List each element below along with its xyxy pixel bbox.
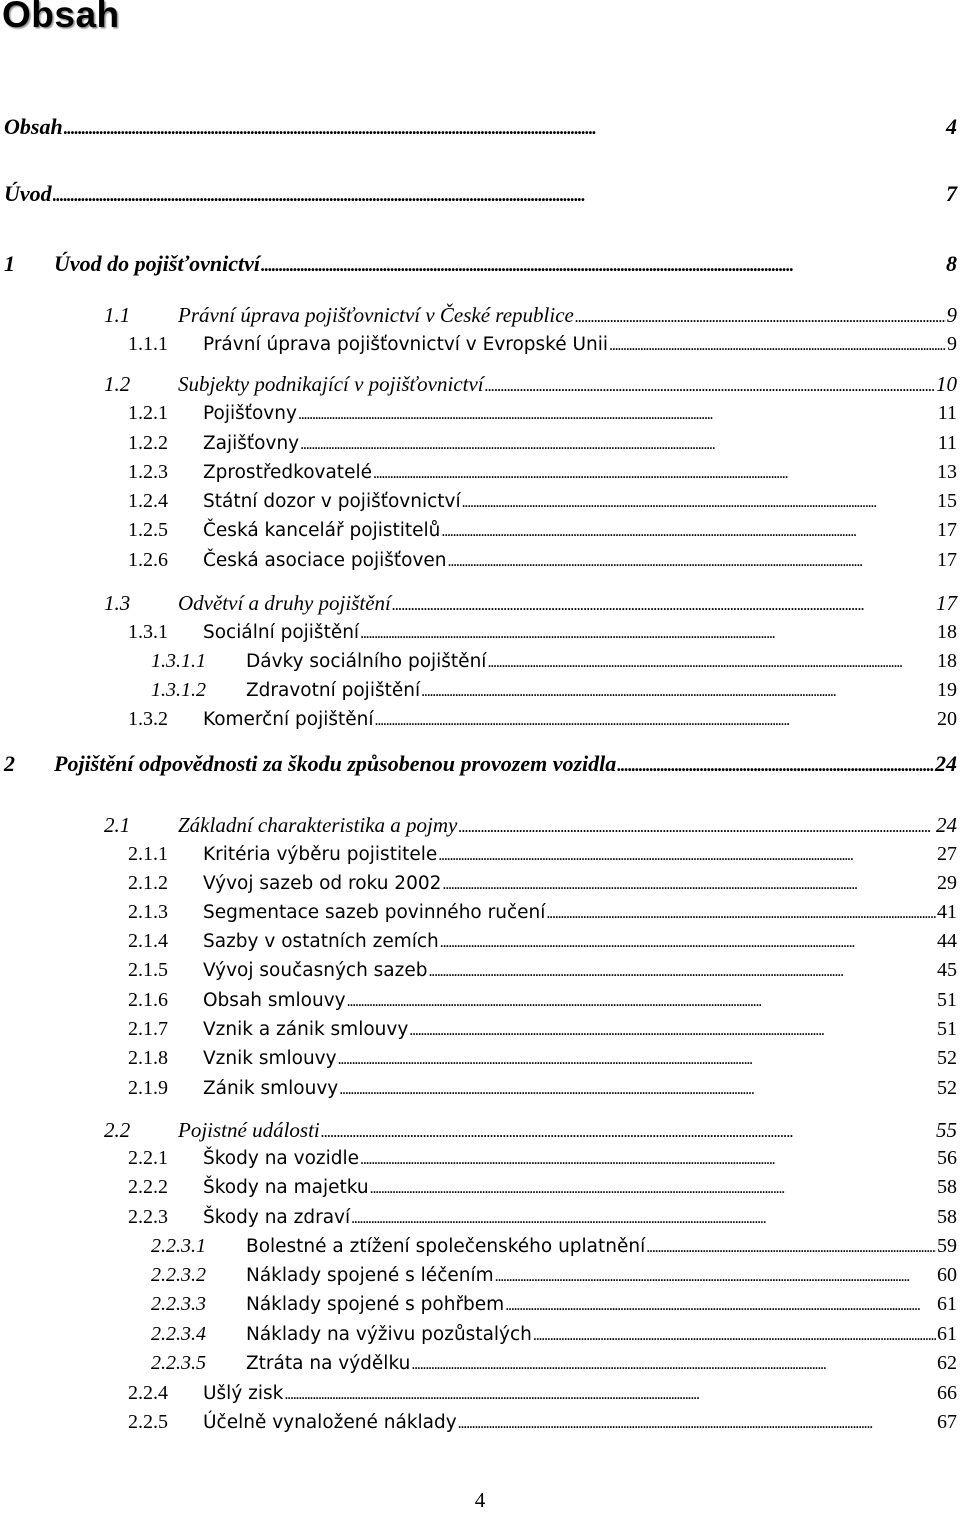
toc-entry-page: 60 <box>937 1264 957 1286</box>
toc-entry-page: 17 <box>936 591 957 615</box>
toc-entry-page: 24 <box>936 813 957 837</box>
toc-entry-title: Škody na vozidle <box>203 1148 360 1169</box>
dot-leader <box>533 1323 936 1342</box>
toc-entry-title: Obsah smlouvy <box>203 990 346 1011</box>
toc-entry[interactable] <box>151 679 957 702</box>
toc-entry-number: 1.1 <box>104 303 131 327</box>
toc-entry-page: 10 <box>936 372 957 396</box>
toc-entry-number: 2.2.3.3 <box>151 1293 206 1315</box>
toc-entry-title: Subjekty podnikající v pojišťovnictví <box>178 372 484 396</box>
dot-leader <box>300 432 937 451</box>
toc-entry-title: Pojistné události <box>178 1118 320 1142</box>
toc-entry-page: 67 <box>937 1411 957 1433</box>
toc-entry-page: 56 <box>937 1147 957 1169</box>
toc-entry-page: 52 <box>937 1077 957 1099</box>
dot-leader <box>487 650 936 669</box>
toc-entry[interactable] <box>128 843 957 866</box>
toc-entry[interactable] <box>128 989 957 1012</box>
toc-entry[interactable] <box>128 1147 957 1170</box>
dot-leader <box>440 930 936 949</box>
toc-entry-page: 15 <box>937 490 957 512</box>
dot-leader <box>421 679 936 698</box>
toc-entry-page: 24 <box>935 751 957 776</box>
toc-entry[interactable] <box>128 490 957 513</box>
toc-entry[interactable] <box>104 813 957 838</box>
dot-leader <box>617 751 934 772</box>
toc-entry[interactable] <box>128 872 957 895</box>
toc-entry-title: Právní úprava pojišťovnictví v České republice <box>178 303 574 327</box>
dot-leader <box>428 959 936 978</box>
toc-entry[interactable] <box>128 901 957 924</box>
toc-entry[interactable] <box>151 1235 957 1258</box>
toc-entry-page: 62 <box>937 1352 957 1374</box>
toc-entry-number: 1.2.5 <box>128 519 168 541</box>
dot-leader <box>284 1382 936 1401</box>
toc-entry-number: 2.2.3.2 <box>151 1264 206 1286</box>
toc-entry[interactable] <box>4 751 957 777</box>
toc-entry-number: 1.3.1 <box>128 621 168 643</box>
toc-entry-number: 2.2.1 <box>128 1147 168 1169</box>
toc-entry-title: Vznik a zánik smlouvy <box>203 1019 409 1040</box>
dot-leader <box>392 591 935 611</box>
toc-entry-number: 1.2.6 <box>128 549 168 571</box>
dot-leader <box>370 1176 936 1195</box>
toc-entry-page: 20 <box>937 708 957 730</box>
toc-entry-title: Náklady na výživu pozůstalých <box>246 1324 532 1345</box>
toc-entry[interactable] <box>151 1323 957 1346</box>
toc-entry-number: 2.1.7 <box>128 1018 168 1040</box>
toc-entry-page: 51 <box>937 989 957 1011</box>
toc-entry-title: Zánik smlouvy <box>203 1078 339 1099</box>
dot-leader <box>373 461 936 480</box>
toc-entry-title: Vývoj sazeb od roku 2002 <box>203 873 442 894</box>
toc-entry-number: 1.1.1 <box>128 333 168 355</box>
toc-entry-number: 1.2.3 <box>128 461 168 483</box>
toc-entry-title: Dávky sociálního pojištění <box>246 651 487 672</box>
toc-entry-number: 2.2.4 <box>128 1382 168 1404</box>
toc-entry-number: 2.1.4 <box>128 930 168 952</box>
toc-entry-page: 7 <box>946 181 957 206</box>
toc-entry[interactable] <box>4 251 957 277</box>
toc-entry-number: 2.2.3.5 <box>151 1352 206 1374</box>
dot-leader <box>347 989 936 1008</box>
page-title: Obsah <box>2 0 120 35</box>
toc-entry-title: Komerční pojištění <box>203 709 374 730</box>
toc-entry[interactable] <box>4 114 957 140</box>
dot-leader <box>321 1118 935 1138</box>
toc-entry-title: Právní úprava pojišťovnictví v Evropské Unii <box>203 334 609 355</box>
toc-entry-number: 2 <box>4 751 15 776</box>
toc-entry-title: Škody na zdraví <box>203 1207 351 1228</box>
toc-entry[interactable] <box>128 1206 957 1229</box>
dot-leader <box>438 843 936 862</box>
toc-entry-page: 17 <box>937 519 957 541</box>
toc-entry-title: Kritéria výběru pojistitele <box>203 844 438 865</box>
toc-entry[interactable] <box>151 1293 957 1316</box>
toc-entry-title: Náklady spojené s pohřbem <box>246 1294 505 1315</box>
toc-entry[interactable] <box>128 1382 957 1405</box>
toc-entry[interactable] <box>128 1176 957 1199</box>
dot-leader <box>609 333 946 352</box>
toc-entry-number: 2.1.5 <box>128 959 168 981</box>
toc-entry-number: 1.2 <box>104 372 131 396</box>
toc-entry-number: 2.2.3 <box>128 1206 168 1228</box>
toc-entry[interactable] <box>128 432 957 455</box>
toc-entry[interactable] <box>128 1411 957 1434</box>
dot-leader <box>360 1147 936 1166</box>
toc-entry-title: Sociální pojištění <box>203 622 360 643</box>
toc-entry-number: 2.2 <box>104 1118 131 1142</box>
toc-entry[interactable] <box>104 372 957 397</box>
toc-entry-title: Bolestné a ztížení společenského uplatnění <box>246 1236 646 1257</box>
dot-leader <box>485 372 935 392</box>
toc-entry-page: 61 <box>937 1293 957 1315</box>
toc-entry-number: 1.2.4 <box>128 490 168 512</box>
toc-entry[interactable] <box>128 708 957 731</box>
toc-entry[interactable] <box>151 650 957 673</box>
dot-leader <box>53 181 945 202</box>
toc-entry-title: Zprostředkovatelé <box>203 462 372 483</box>
toc-entry-title: Vznik smlouvy <box>203 1048 337 1069</box>
dot-leader <box>441 519 936 538</box>
toc-entry-page: 18 <box>937 621 957 643</box>
toc-entry-page: 44 <box>937 930 957 952</box>
dot-leader <box>411 1352 936 1371</box>
toc-entry[interactable] <box>4 181 957 207</box>
dot-leader <box>298 402 937 421</box>
toc-entry-title: Vývoj současných sazeb <box>203 960 428 981</box>
toc-entry-title: Segmentace sazeb povinného ručení <box>203 902 546 923</box>
dot-leader <box>505 1293 936 1312</box>
toc-entry-number: 2.2.3.4 <box>151 1323 206 1345</box>
toc-entry-page: 18 <box>937 650 957 672</box>
toc-entry[interactable] <box>128 461 957 484</box>
toc-entry-title: Ušlý zisk <box>203 1383 284 1404</box>
toc-entry[interactable] <box>128 402 957 425</box>
dot-leader <box>375 708 936 727</box>
toc-entry-number: 1.3.2 <box>128 708 168 730</box>
toc-entry-number: 1.3.1.2 <box>151 679 206 701</box>
toc-entry-page: 27 <box>937 843 957 865</box>
toc-entry-page: 8 <box>946 251 957 276</box>
toc-entry-number: 2.1.2 <box>128 872 168 894</box>
toc-entry-number: 1.2.2 <box>128 432 168 454</box>
toc-entry-number: 1.3 <box>104 591 131 615</box>
toc-entry[interactable] <box>128 1077 957 1100</box>
dot-leader <box>462 490 936 509</box>
toc-entry-title: Základní charakteristika a pojmy <box>178 813 458 837</box>
toc-entry-title: Obsah <box>4 114 63 139</box>
toc-entry-number: 2.2.5 <box>128 1411 168 1433</box>
toc-entry-title: Úvod do pojišťovnictví <box>54 251 260 276</box>
toc-entry-page: 9 <box>947 333 957 355</box>
toc-entry-page: 29 <box>937 872 957 894</box>
dot-leader <box>546 901 936 920</box>
toc-entry[interactable] <box>128 621 957 644</box>
toc-entry-title: Náklady spojené s léčením <box>246 1265 494 1286</box>
toc-entry-title: Ztráta na výdělku <box>246 1353 411 1374</box>
toc-entry-page: 59 <box>937 1235 957 1257</box>
toc-entry-number: 2.1.3 <box>128 901 168 923</box>
toc-entry-number: 1 <box>4 251 15 276</box>
toc-entry-number: 2.1 <box>104 813 131 837</box>
toc-entry-number: 1.3.1.1 <box>151 650 206 672</box>
toc-entry[interactable] <box>104 1118 957 1143</box>
dot-leader <box>448 549 936 568</box>
toc-entry-page: 13 <box>937 461 957 483</box>
toc-entry-page: 52 <box>937 1047 957 1069</box>
toc-entry-title: Odvětví a druhy pojištění <box>178 591 391 615</box>
dot-leader <box>64 114 945 135</box>
toc-entry-page: 17 <box>937 549 957 571</box>
toc-entry[interactable] <box>128 1018 957 1041</box>
toc-entry-title: Zajišťovny <box>203 433 300 454</box>
dot-leader <box>261 251 945 272</box>
toc-entry-number: 2.1.6 <box>128 989 168 1011</box>
toc-entry-title: Pojištění odpovědnosti za škodu způsobenou provozem vozidla <box>54 751 617 776</box>
toc-entry-number: 2.1.1 <box>128 843 168 865</box>
toc-entry-title: Účelně vynaložené náklady <box>203 1412 457 1433</box>
toc-entry-page: 61 <box>937 1323 957 1345</box>
toc-entry-page: 9 <box>946 303 957 327</box>
dot-leader <box>360 621 936 640</box>
toc-entry-number: 2.2.2 <box>128 1176 168 1198</box>
toc-entry-page: 11 <box>937 432 957 454</box>
toc-entry-page: 19 <box>937 679 957 701</box>
dot-leader <box>339 1077 936 1096</box>
toc-entry-title: Státní dozor v pojišťovnictví <box>203 491 461 512</box>
toc-entry-page: 45 <box>937 959 957 981</box>
toc-entry-title: Úvod <box>4 181 52 206</box>
toc-entry-title: Česká asociace pojišťoven <box>203 550 447 571</box>
toc-entry[interactable] <box>128 930 957 953</box>
toc-entry-number: 2.1.9 <box>128 1077 168 1099</box>
toc-entry-page: 66 <box>937 1382 957 1404</box>
toc-entry[interactable] <box>104 303 957 328</box>
toc-entry[interactable] <box>128 549 957 572</box>
toc-entry[interactable] <box>128 959 957 982</box>
toc-entry-title: Sazby v ostatních zemích <box>203 931 439 952</box>
toc-entry[interactable] <box>151 1352 957 1375</box>
toc-entry-number: 2.2.3.1 <box>151 1235 206 1257</box>
toc-entry[interactable] <box>128 1047 957 1070</box>
toc-entry[interactable] <box>104 591 957 616</box>
dot-leader <box>646 1235 936 1254</box>
toc-entry-number: 1.2.1 <box>128 402 168 424</box>
toc-entry-title: Česká kancelář pojistitelů <box>203 520 441 541</box>
dot-leader <box>338 1047 936 1066</box>
dot-leader <box>495 1264 936 1283</box>
toc-entry-title: Škody na majetku <box>203 1177 369 1198</box>
toc-entry[interactable] <box>151 1264 957 1287</box>
dot-leader <box>351 1206 936 1225</box>
toc-entry-page: 11 <box>937 402 957 424</box>
toc-entry-page: 55 <box>936 1118 957 1142</box>
dot-leader <box>575 303 946 323</box>
page-number: 4 <box>474 1488 486 1512</box>
toc-entry-page: 4 <box>946 114 957 139</box>
toc-entry[interactable] <box>128 333 957 356</box>
toc-entry-title: Zdravotní pojištění <box>246 680 421 701</box>
dot-leader <box>458 813 935 833</box>
toc-entry-page: 51 <box>937 1018 957 1040</box>
toc-entry[interactable] <box>128 519 957 542</box>
toc-entry-page: 58 <box>937 1176 957 1198</box>
toc-entry-page: 41 <box>937 901 957 923</box>
toc-entry-page: 58 <box>937 1206 957 1228</box>
toc-entry-number: 2.1.8 <box>128 1047 168 1069</box>
dot-leader <box>409 1018 936 1037</box>
dot-leader <box>458 1411 936 1430</box>
toc-entry-title: Pojišťovny <box>203 403 297 424</box>
dot-leader <box>442 872 936 891</box>
